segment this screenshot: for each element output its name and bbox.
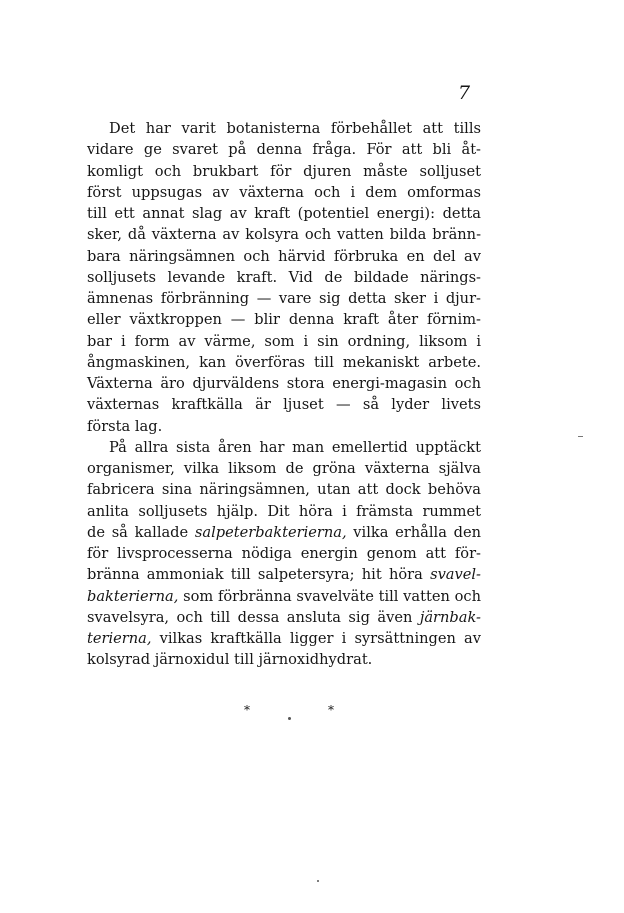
- text-segment: vilka erhålla den: [346, 523, 481, 541]
- text-line: bar i form av värme, som i sin ordning, liksom i: [87, 332, 481, 350]
- text-line: först uppsugas av växterna och i dem omformas: [87, 183, 481, 201]
- text-line: till ett annat slag av kraft (potentiel energi): detta: [87, 205, 481, 222]
- text-segment: de så kallade: [87, 523, 195, 541]
- text-segment: vilkas kraftkälla ligger i syrsättningen av: [151, 630, 481, 647]
- italic-term: terierna,: [87, 630, 152, 647]
- scan-mark: [578, 436, 583, 437]
- text-line: På allra sista åren har man emellertid upptäckt: [109, 438, 481, 456]
- text-line: [87, 628, 481, 649]
- italic-term: bakterierna,: [87, 587, 179, 605]
- text-line: solljusets levande kraft. Vid de bildade närings-: [87, 268, 481, 286]
- divider-dot: [288, 717, 291, 720]
- text-line: Växterna äro djurväldens stora energi-magasin och: [87, 375, 481, 392]
- text-line: eller växtkroppen — blir denna kraft åter förnim-: [87, 311, 481, 329]
- text-line: ämnenas förbränning — vare sig detta sker i djur-: [87, 290, 481, 307]
- text-line: kolsyrad järnoxidul till järnoxidhydrat.: [87, 651, 373, 669]
- section-divider: [236, 700, 346, 730]
- divider-star-icon: *: [244, 703, 250, 717]
- text-line: fabricera sina näringsämnen, utan att dock behöva: [87, 481, 481, 499]
- text-segment: bränna ammoniak till salpetersyra; hit höra: [87, 566, 431, 584]
- text-line: bara näringsämnen och härvid förbruka en del av: [87, 247, 481, 265]
- text-line: växternas kraftkälla är ljuset — så lyder livets: [87, 396, 481, 414]
- scan-speck: [317, 880, 319, 882]
- text-line: anlita solljusets hjälp. Dit höra i främsta rummet: [87, 502, 481, 520]
- text-line: första lag.: [87, 417, 163, 435]
- text-line: [87, 564, 481, 585]
- italic-term: salpeterbakterierna,: [194, 523, 347, 541]
- text-line: ångmaskinen, kan överföras till mekaniskt arbete.: [87, 353, 481, 371]
- divider-star-icon: *: [328, 703, 334, 717]
- text-line: [87, 607, 481, 628]
- text-segment: svavelsyra, och till dessa ansluta sig även: [87, 608, 420, 626]
- text-line: komligt och brukbart för djuren måste solljuset: [87, 162, 481, 180]
- text-line: organismer, vilka liksom de gröna växterna själva: [87, 460, 481, 477]
- text-line: för livsprocesserna nödiga energin genom att för-: [87, 545, 481, 562]
- body-text: [87, 118, 481, 671]
- text-line: [87, 586, 481, 607]
- text-line: vidare ge svaret på denna fråga. För att bli åt-: [87, 141, 481, 159]
- italic-term: järnbak-: [419, 608, 481, 626]
- page-number: 7: [458, 82, 471, 104]
- text-line: [87, 522, 481, 543]
- italic-term: svavel-: [430, 566, 481, 584]
- text-line: sker, då växterna av kolsyra och vatten bilda bränn-: [87, 226, 481, 244]
- text-line: Det har varit botanisterna förbehållet att tills: [109, 120, 481, 137]
- text-segment: som förbränna svavelväte till vatten och: [178, 587, 481, 605]
